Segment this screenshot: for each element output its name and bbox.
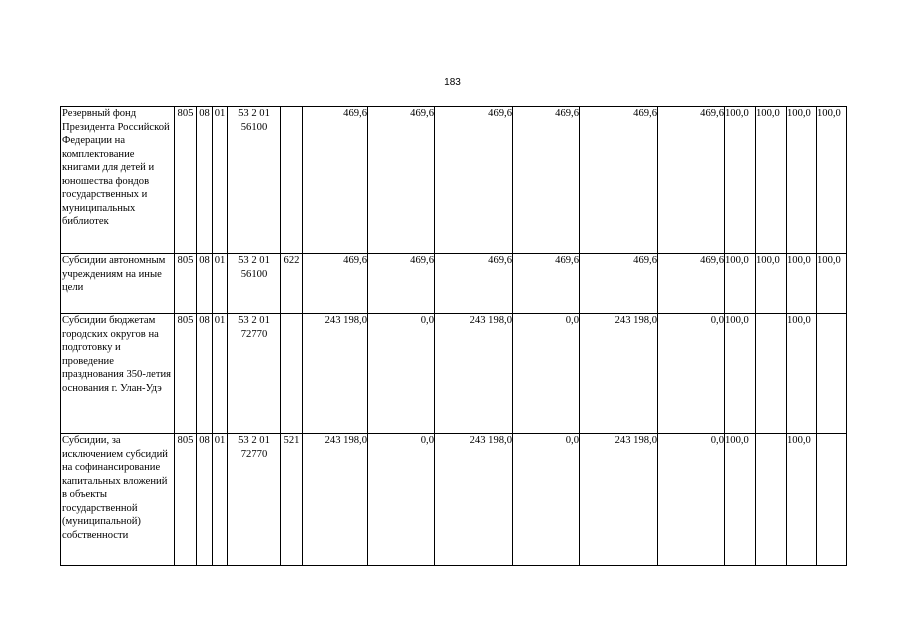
expense-type-code: 521 xyxy=(281,434,303,566)
target-article-code xyxy=(228,254,281,314)
section-code: 08 xyxy=(197,254,213,314)
expense-type-code xyxy=(281,314,303,434)
grbs-code: 805 xyxy=(175,107,197,254)
section-code: 08 xyxy=(197,434,213,566)
table-body xyxy=(61,107,847,566)
section-code: 08 xyxy=(197,107,213,254)
percent-3: 100,0 xyxy=(787,254,817,314)
amount-3: 469,6 xyxy=(435,107,513,254)
page-number: 183 xyxy=(444,77,461,88)
subsection-code: 01 xyxy=(213,314,228,434)
table-row xyxy=(61,314,847,434)
amount-6: 469,6 xyxy=(658,254,725,314)
target-article-code xyxy=(228,107,281,254)
percent-2: 100,0 xyxy=(756,254,787,314)
amount-1: 469,6 xyxy=(303,107,368,254)
amount-2: 0,0 xyxy=(368,434,435,566)
amount-6: 469,6 xyxy=(658,107,725,254)
grbs-code: 805 xyxy=(175,314,197,434)
amount-6: 0,0 xyxy=(658,314,725,434)
percent-4 xyxy=(817,434,847,566)
percent-1: 100,0 xyxy=(725,314,756,434)
table-row xyxy=(61,434,847,566)
percent-1: 100,0 xyxy=(725,434,756,566)
expense-type-code: 622 xyxy=(281,254,303,314)
amount-5: 469,6 xyxy=(580,107,658,254)
row-name: Субсидии автономным учреждениям на иные цели xyxy=(61,254,175,314)
percent-2 xyxy=(756,434,787,566)
subsection-code: 01 xyxy=(213,107,228,254)
percent-3: 100,0 xyxy=(787,314,817,434)
amount-4: 469,6 xyxy=(513,107,580,254)
subsection-code: 01 xyxy=(213,434,228,566)
amount-4: 0,0 xyxy=(513,434,580,566)
amount-5: 469,6 xyxy=(580,254,658,314)
amount-2: 0,0 xyxy=(368,314,435,434)
target-article-code-text: 53 2 01 72770 xyxy=(238,315,270,340)
percent-4 xyxy=(817,314,847,434)
amount-4: 0,0 xyxy=(513,314,580,434)
percent-4: 100,0 xyxy=(817,107,847,254)
percent-3: 100,0 xyxy=(787,107,817,254)
amount-5: 243 198,0 xyxy=(580,314,658,434)
target-article-code-text: 53 2 01 72770 xyxy=(238,435,270,460)
amount-1: 243 198,0 xyxy=(303,434,368,566)
percent-4: 100,0 xyxy=(817,254,847,314)
table-row xyxy=(61,254,847,314)
grbs-code: 805 xyxy=(175,254,197,314)
percent-2: 100,0 xyxy=(756,107,787,254)
percent-2 xyxy=(756,314,787,434)
percent-1: 100,0 xyxy=(725,107,756,254)
amount-4: 469,6 xyxy=(513,254,580,314)
amount-3: 243 198,0 xyxy=(435,314,513,434)
amount-5: 243 198,0 xyxy=(580,434,658,566)
amount-3: 243 198,0 xyxy=(435,434,513,566)
row-name: Резервный фонд Президента Российской Федерации на комплектование книгами для детей и юношества фондов государственных и муниципальных библиотек xyxy=(61,107,175,254)
row-name: Субсидии бюджетам городских округов на подготовку и проведение празднования 350-летия основания г. Улан-Удэ xyxy=(61,314,175,434)
section-code: 08 xyxy=(197,314,213,434)
percent-1: 100,0 xyxy=(725,254,756,314)
subsection-code: 01 xyxy=(213,254,228,314)
table-row xyxy=(61,107,847,254)
amount-1: 243 198,0 xyxy=(303,314,368,434)
target-article-code xyxy=(228,314,281,434)
target-article-code-text: 53 2 01 56100 xyxy=(238,255,270,280)
target-article-code-text: 53 2 01 56100 xyxy=(238,108,270,133)
amount-2: 469,6 xyxy=(368,107,435,254)
amount-6: 0,0 xyxy=(658,434,725,566)
percent-3: 100,0 xyxy=(787,434,817,566)
grbs-code: 805 xyxy=(175,434,197,566)
expense-type-code xyxy=(281,107,303,254)
amount-1: 469,6 xyxy=(303,254,368,314)
row-name: Субсидии, за исключением субсидий на софинансирование капитальных вложений в объекты государственной (муниципальной) собственности xyxy=(61,434,175,566)
amount-2: 469,6 xyxy=(368,254,435,314)
target-article-code xyxy=(228,434,281,566)
amount-3: 469,6 xyxy=(435,254,513,314)
budget-table xyxy=(60,106,847,566)
